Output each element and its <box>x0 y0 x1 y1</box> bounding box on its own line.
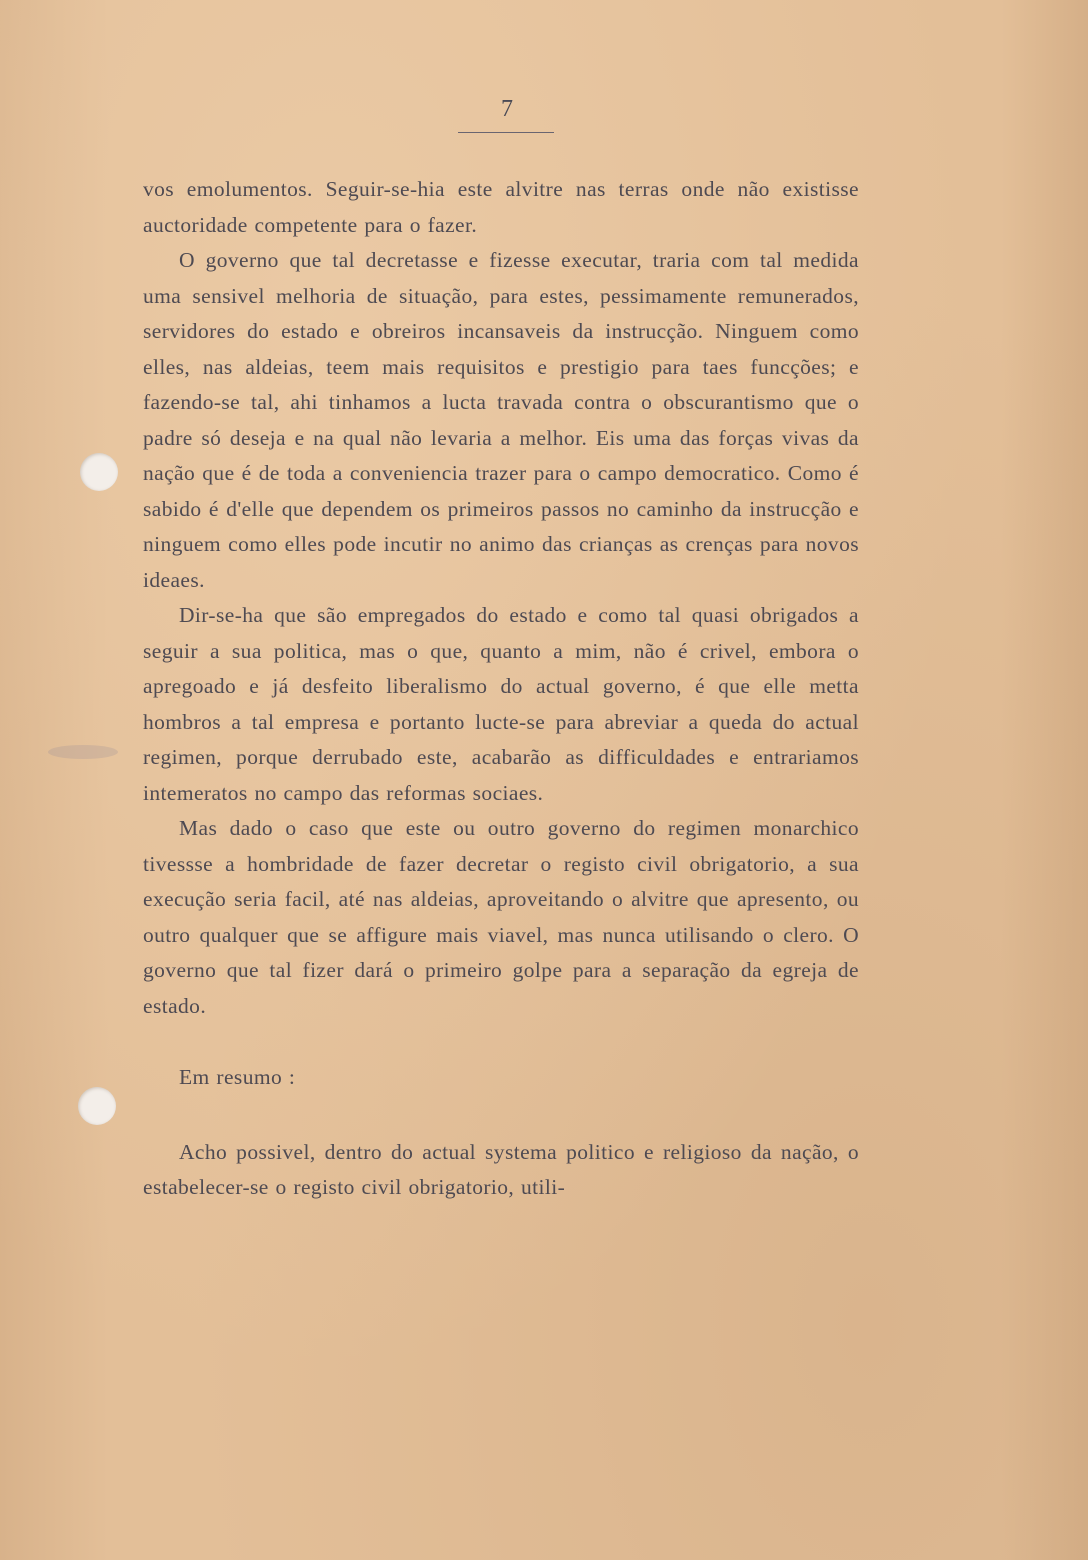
paragraph: O governo que tal decretasse e fizesse executar, traria com tal medida uma sensivel melhoria de situação, para estes, pessimamente remunerados, servidores do estado e obreiros incansaveis da instrucção. Ninguem como elles, nas aldeias, teem mais requisitos e prestigio para taes funcções; e fazendo-se tal, ahi tinhamos a lucta travada contra o obscurantismo que o padre só deseja e na qual não levaria a melhor. Eis uma das forças vivas da nação que é de toda a conveniencia trazer para o campo democratico. Como é sabido é d'elle que dependem os primeiros passos no caminho da instrucção e ninguem como elles pode incutir no animo das crianças as crenças para novos ideaes. <box>143 248 859 592</box>
paragraph: Acho possivel, dentro do actual systema politico e religioso da nação, o estabelecer-se o registo civil obrigatorio, utili- <box>143 1139 859 1199</box>
punch-hole <box>78 1087 116 1125</box>
page-number: 7 <box>501 96 513 122</box>
punch-hole <box>80 453 118 491</box>
page-number-rule <box>458 132 554 133</box>
ink-smudge <box>48 745 118 759</box>
paragraph: Mas dado o caso que este ou outro governo do regimen monarchico tivessse a hombridade de fazer decretar o registo civil obrigatorio, a sua execução seria facil, até nas aldeias, aproveitando o alvitre que apresento, ou outro qualquer que se affigure mais viavel, mas nunca utilisando o clero. O governo que tal fizer dará o primeiro golpe para a separação da egreja de estado. <box>143 816 859 1018</box>
paragraph-gap <box>143 1024 859 1060</box>
paragraph: Dir-se-ha que são empregados do estado e como tal quasi obrigados a seguir a sua politica, mas o que, quanto a mim, não é crivel, embora o apregoado e já desfeito liberalismo do actual governo, é que elle metta hombros a tal empresa e portanto lucte-se para abreviar a queda do actual regimen, porque derrubado este, acabarão as difficuldades e entrariamos intemeratos no campo das reformas sociaes. <box>143 603 859 805</box>
paragraph-gap <box>143 1096 859 1135</box>
body-text <box>143 172 859 1206</box>
paragraph: vos emolumentos. Seguir-se-hia este alvitre nas terras onde não existisse auctoridade competente para o fazer. <box>143 177 859 237</box>
section-label: Em resumo : <box>179 1065 296 1089</box>
